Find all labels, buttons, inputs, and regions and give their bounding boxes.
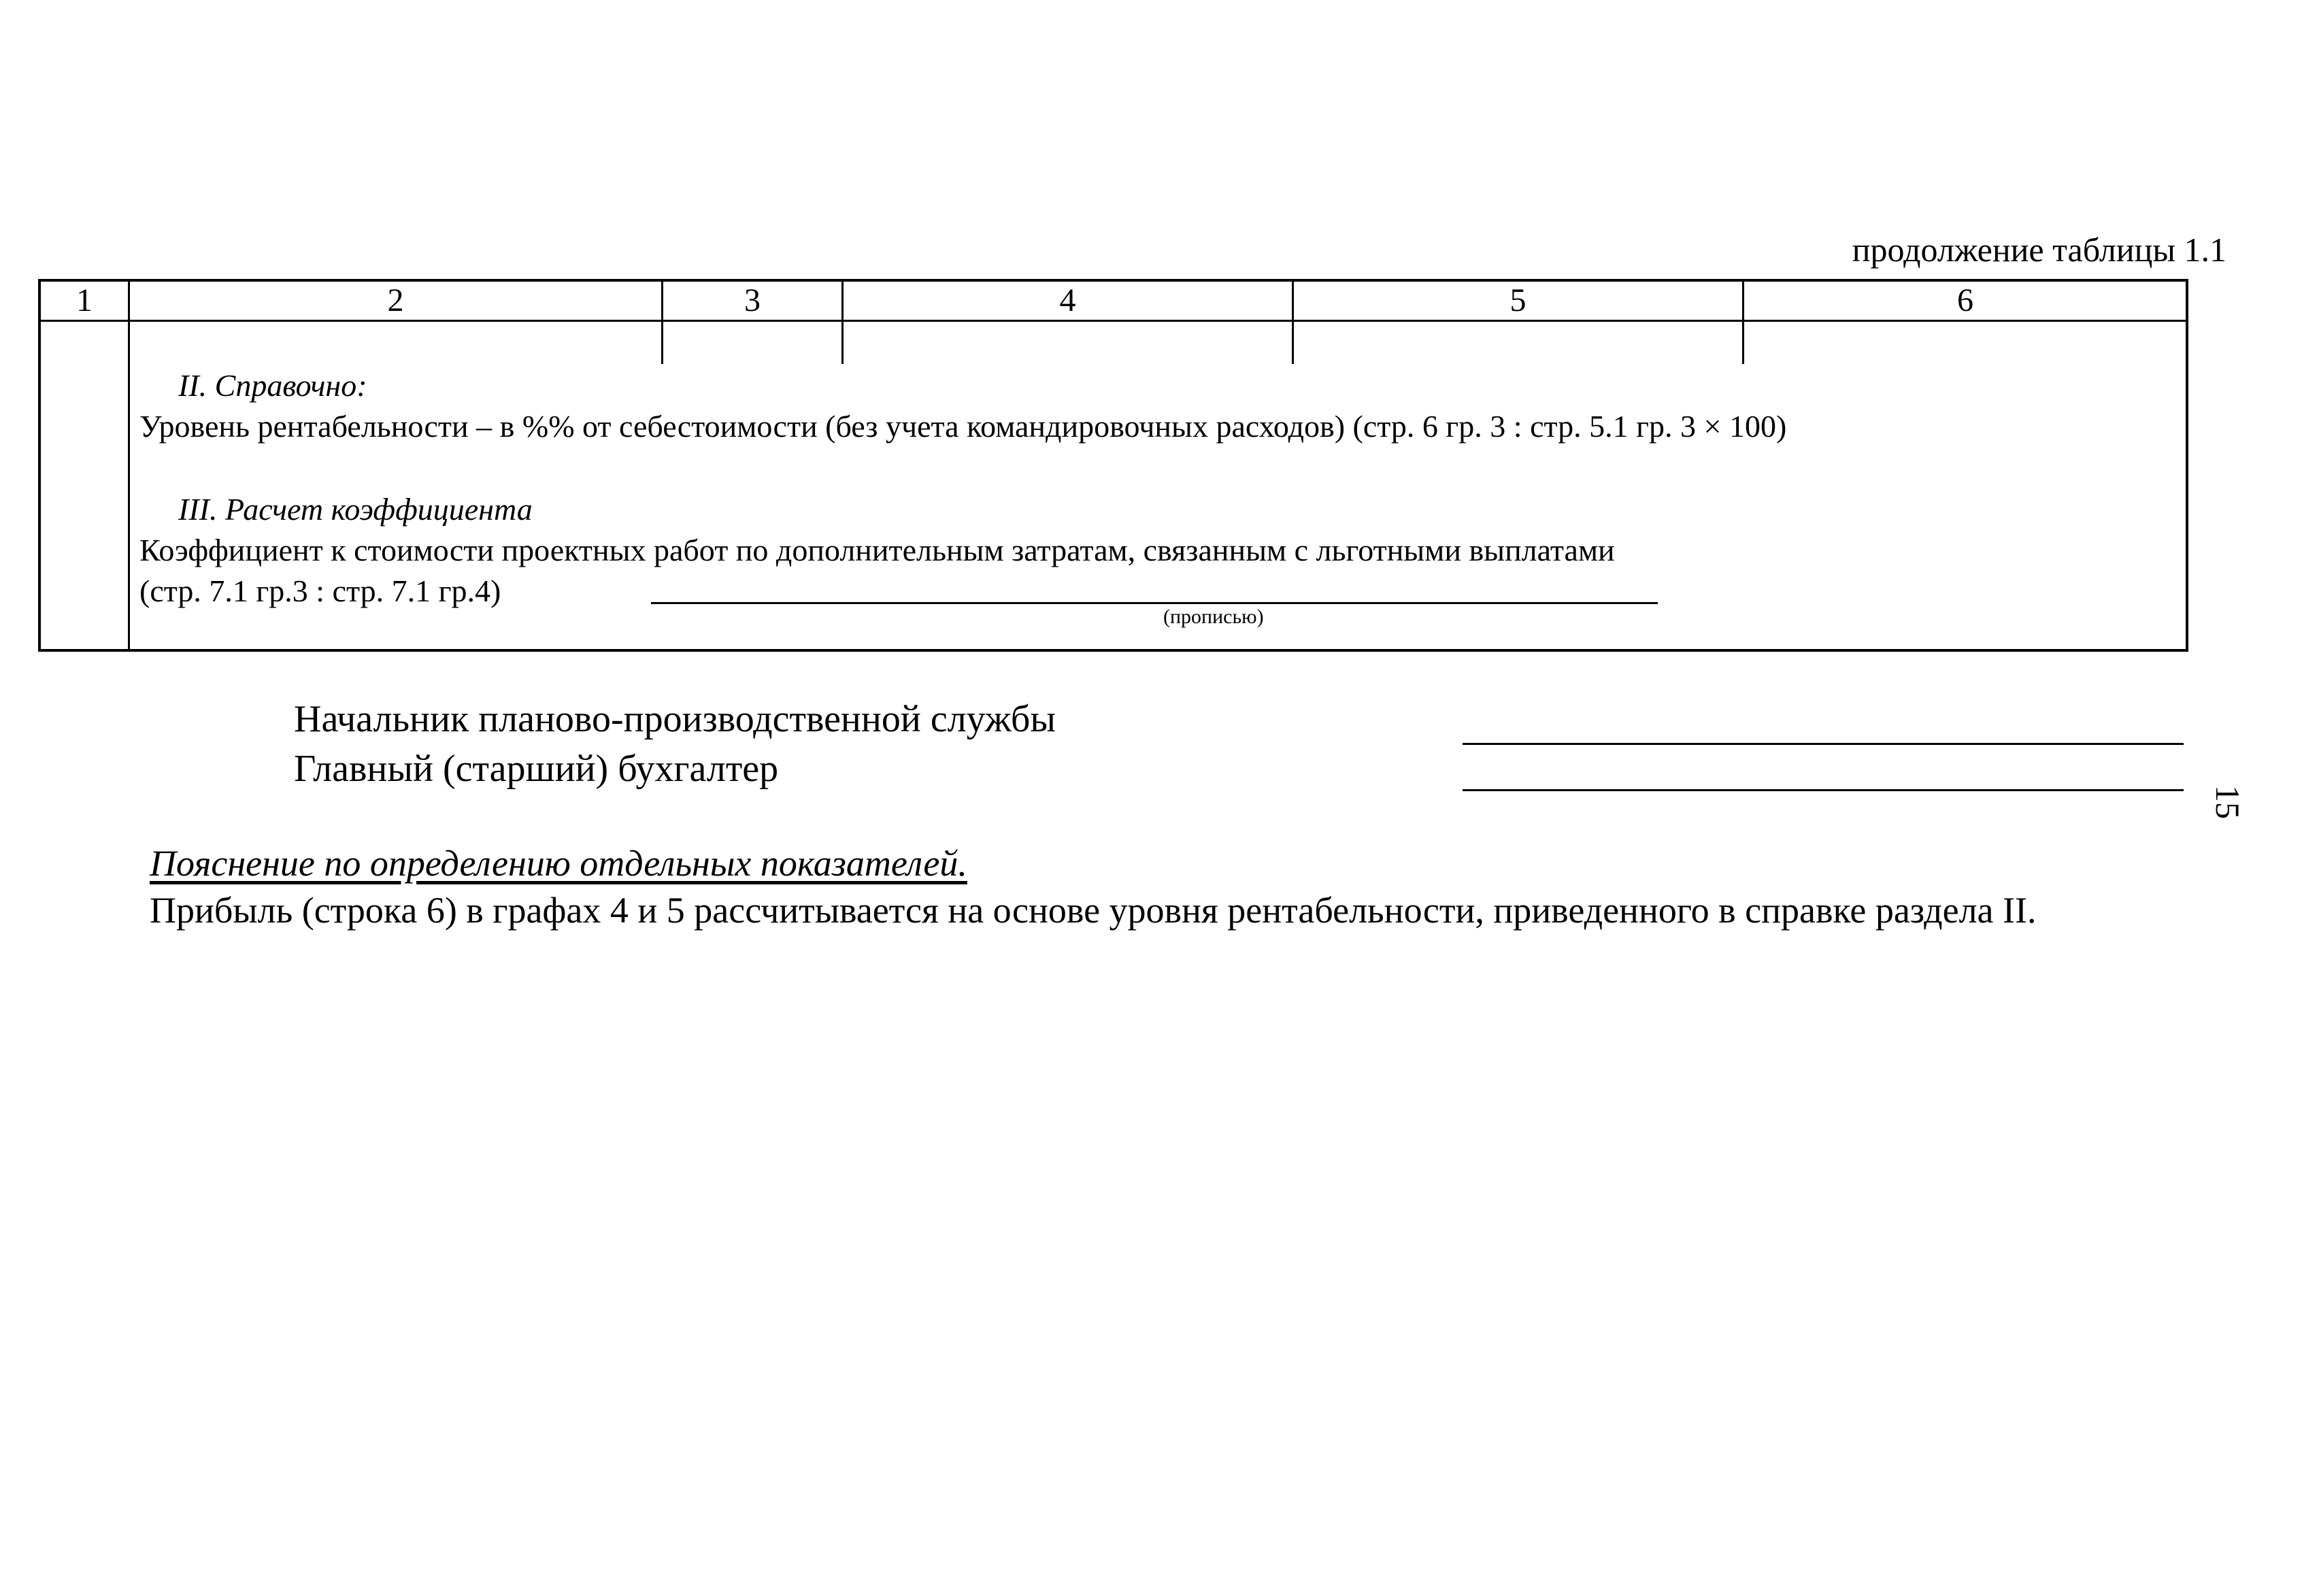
column-divider-1 [128,279,130,652]
column-number-3: 3 [744,282,761,318]
signature-line-head[interactable] [1463,743,2184,745]
signature-label-head: Начальник планово-производственной службы [294,698,1056,740]
header-separator [38,320,2188,322]
signature-label-accountant: Главный (старший) бухгалтер [294,748,779,790]
section3-line1: Коэффициент к стоимости проектных работ по дополнительным затратам, связанным с льготными выплатами [139,533,1615,567]
table-caption: продолжение таблицы 1.1 [1852,231,2226,269]
column-number-4: 4 [1059,282,1076,318]
note-title: Пояснение по определению отдельных показателей. [150,843,967,884]
column-number-1: 1 [76,282,93,318]
coefficient-blank-hint: (прописью) [1163,605,1264,628]
column-number-2: 2 [387,282,404,318]
page-number: 15 [2209,785,2247,819]
section3-line2: (стр. 7.1 гр.3 : стр. 7.1 гр.4) [139,573,501,608]
section2-heading: II. Справочно: [178,368,367,403]
section2-line: Уровень рентабельности – в %% от себестоимости (без учета командировочных расходов) (стр. 6 гр. 3 : стр. 5.1 гр. 3 × 100) [139,409,1787,444]
column-number-5: 5 [1509,282,1526,318]
signature-line-accountant[interactable] [1463,789,2184,791]
section3-heading: III. Расчет коэффициента [178,492,533,527]
note-text: Прибыль (строка 6) в графах 4 и 5 рассчитывается на основе уровня рентабельности, приведенного в справке раздела II. [150,890,2037,931]
coefficient-blank-line[interactable] [651,602,1658,604]
column-number-6: 6 [1957,282,1973,318]
